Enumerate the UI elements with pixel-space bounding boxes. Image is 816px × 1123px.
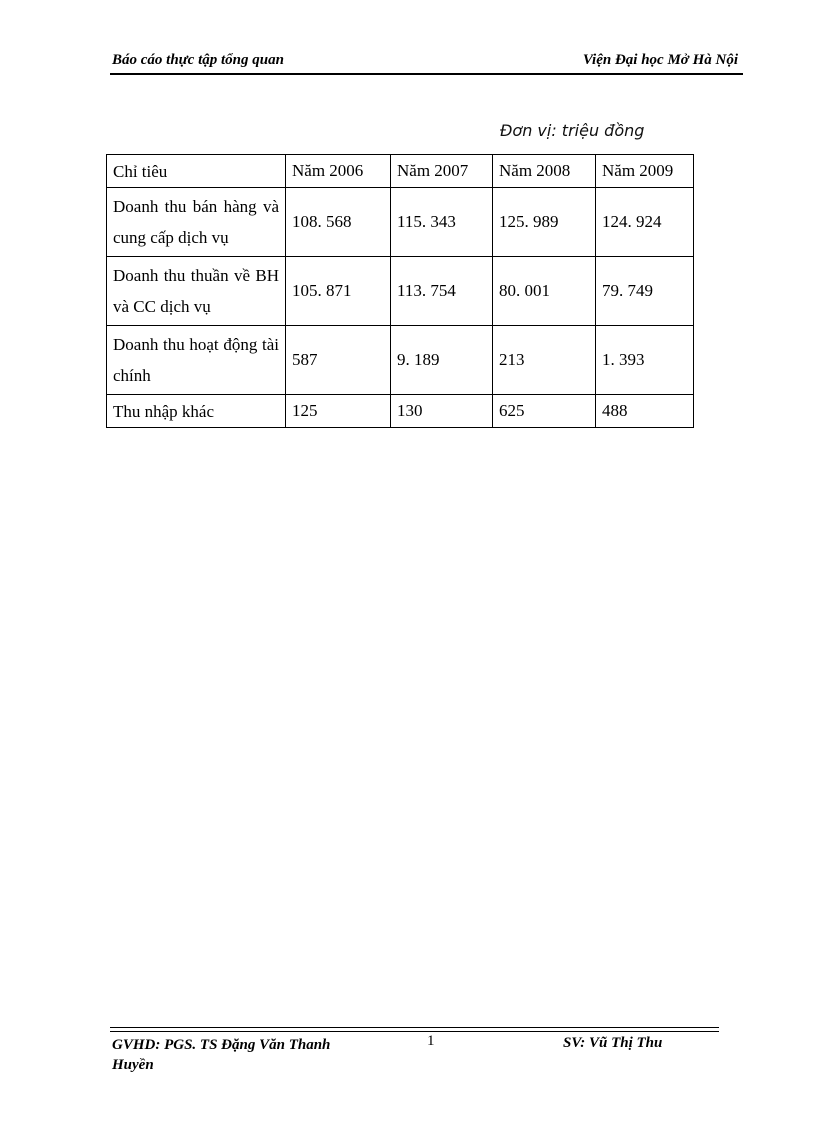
cell-value: 80. 001: [493, 257, 596, 326]
row-label: Doanh thu bán hàng và cung cấp dịch vụ: [107, 188, 286, 257]
header-cell-2006: Năm 2006: [286, 155, 391, 188]
table-row: [107, 257, 694, 326]
cell-value: 213: [493, 326, 596, 395]
row-label: Thu nhập khác: [107, 395, 286, 428]
cell-value: 130: [391, 395, 493, 428]
cell-value: 625: [493, 395, 596, 428]
table-row: [107, 326, 694, 395]
table-header-row: [107, 155, 694, 188]
cell-value: 125. 989: [493, 188, 596, 257]
row-label: Doanh thu thuần về BH và CC dịch vụ: [107, 257, 286, 326]
cell-value: 79. 749: [596, 257, 694, 326]
revenue-table: [106, 154, 694, 428]
cell-value: 108. 568: [286, 188, 391, 257]
cell-value: 125: [286, 395, 391, 428]
footer-supervisor: GVHD: PGS. TS Đặng Văn Thanh Huyền: [112, 1037, 331, 1073]
cell-value: 9. 189: [391, 326, 493, 395]
header-cell-indicator: Chỉ tiêu: [107, 155, 286, 188]
header-cell-2008: Năm 2008: [493, 155, 596, 188]
header-cell-2009: Năm 2009: [596, 155, 694, 188]
unit-note: Đơn vị: triệu đồng: [500, 121, 645, 140]
cell-value: 115. 343: [391, 188, 493, 257]
footer-divider-top: [110, 1027, 719, 1028]
cell-value: 1. 393: [596, 326, 694, 395]
cell-value: 488: [596, 395, 694, 428]
cell-value: 587: [286, 326, 391, 395]
cell-value: 113. 754: [391, 257, 493, 326]
page-number: 1: [427, 1033, 435, 1049]
header-report-title: Báo cáo thực tập tổng quan: [112, 52, 284, 68]
header-divider: [110, 73, 743, 75]
row-label: Doanh thu hoạt động tài chính: [107, 326, 286, 395]
header-institution: Viện Đại học Mở Hà Nội: [582, 52, 738, 68]
header-cell-2007: Năm 2007: [391, 155, 493, 188]
table-row: [107, 395, 694, 428]
cell-value: 124. 924: [596, 188, 694, 257]
footer-student: SV: Vũ Thị Thu: [563, 1035, 663, 1051]
cell-value: 105. 871: [286, 257, 391, 326]
table-row: [107, 188, 694, 257]
footer-divider-bottom: [110, 1031, 719, 1032]
